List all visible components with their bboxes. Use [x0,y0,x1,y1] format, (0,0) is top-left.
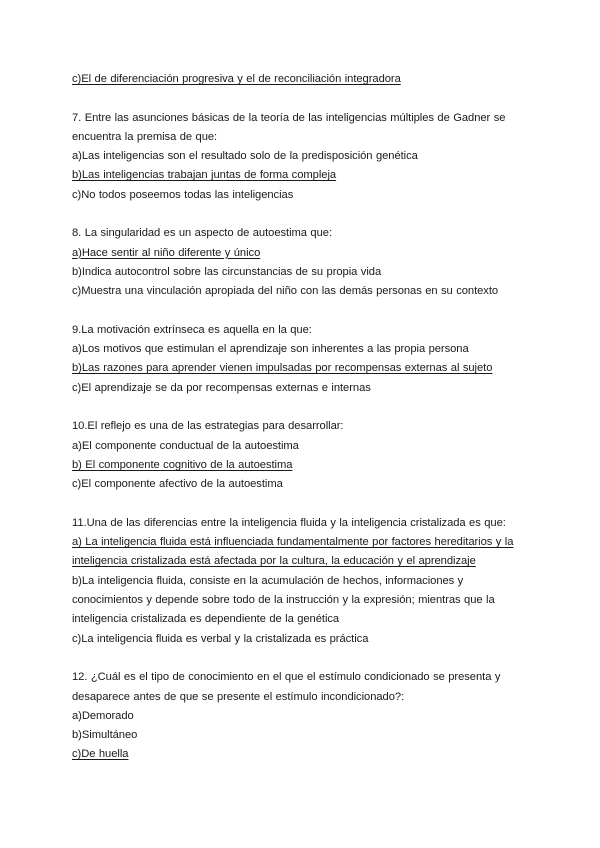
paragraph-gap [72,89,532,108]
paragraph-gap [72,205,532,224]
line-text: a)Las inteligencias son el resultado solo de la predisposición genética [72,150,418,163]
line-text: c)Muestra una vinculación apropiada del niño con las demás personas en su contexto [72,285,499,298]
line-text: 7. Entre las asunciones básicas de la teoría de las inteligencias múltiples de Gadner se [72,111,506,124]
line-text: 9.La motivación extrínseca es aquella en la que: [72,323,312,336]
paragraph-gap [72,398,532,417]
text-line [72,591,532,610]
text-line [72,688,532,707]
line-text: 10.El reflejo es una de las estrategias para desarrollar: [72,420,344,433]
answer-line-correct [72,70,532,89]
text-line [72,514,532,533]
text-line [72,321,532,340]
text-line [72,417,532,436]
line-text: b)La inteligencia fluida, consiste en la acumulación de hechos, informaciones y [72,574,464,587]
line-text: a)Hace sentir al niño diferente y único [72,246,261,259]
text-line [72,707,532,726]
line-text: inteligencia cristalizada está afectada por la cultura, la educación y el aprendizaje [72,555,476,568]
line-text: encuentra la premisa de que: [72,130,218,143]
line-text: b) El componente cognitivo de la autoestima [72,458,293,471]
line-text: c)La inteligencia fluida es verbal y la cristalizada es práctica [72,632,369,645]
text-line [72,668,532,687]
line-text: inteligencia cristalizada es dependiente de la genética [72,613,340,626]
line-text: desaparece antes de que se presente el estímulo incondicionado?: [72,690,405,703]
line-text: a)Los motivos que estimulan el aprendizaje son inherentes a las propia persona [72,343,469,356]
paragraph-gap [72,302,532,321]
text-line [72,147,532,166]
line-text: a)Demorado [72,709,134,722]
line-text: a) La inteligencia fluida está influenciada fundamentalmente por factores hereditarios y la [72,536,514,549]
answer-line-correct [72,359,532,378]
answer-line-correct [72,745,532,764]
text-line [72,109,532,128]
text-line [72,630,532,649]
line-text: c)El de diferenciación progresiva y el de reconciliación integradora [72,73,401,85]
text-line [72,379,532,398]
answer-line-correct [72,456,532,475]
text-line [72,726,532,745]
line-text: 8. La singularidad es un aspecto de autoestima que: [72,227,333,240]
paragraph-gap [72,649,532,668]
line-text: c)No todos poseemos todas las inteligencias [72,188,294,201]
text-line [72,282,532,301]
line-text: c)El componente afectivo de la autoestima [72,478,283,491]
answer-line-correct [72,552,532,571]
line-text: b)Las razones para aprender vienen impulsadas por recompensas externas al sujeto [72,362,493,375]
text-line [72,128,532,147]
text-line [72,475,532,494]
line-text: b)Las inteligencias trabajan juntas de forma compleja [72,169,337,182]
text-line [72,340,532,359]
line-text: a)El componente conductual de la autoestima [72,439,299,452]
line-text: b)Simultáneo [72,729,138,742]
paragraph-gap [72,495,532,514]
text-line [72,572,532,591]
text-line [72,610,532,629]
line-text: b)Indica autocontrol sobre las circunstancias de su propia vida [72,265,382,278]
line-text: c)De huella [72,748,129,761]
answer-line-correct [72,244,532,263]
answer-line-correct [72,166,532,185]
question-list [72,70,532,765]
text-line [72,186,532,205]
line-text: 11.Una de las diferencias entre la inteligencia fluida y la inteligencia cristalizada es que: [72,516,506,529]
text-line [72,263,532,282]
line-text: 12. ¿Cuál es el tipo de conocimiento en el que el estímulo condicionado se presenta y [72,671,501,684]
line-text: conocimientos y depende sobre todo de la instrucción y la expresión; mientras que la [72,594,495,607]
answer-line-correct [72,533,532,552]
line-text: c)El aprendizaje se da por recompensas externas e internas [72,381,371,394]
text-line [72,437,532,456]
text-line [72,224,532,243]
